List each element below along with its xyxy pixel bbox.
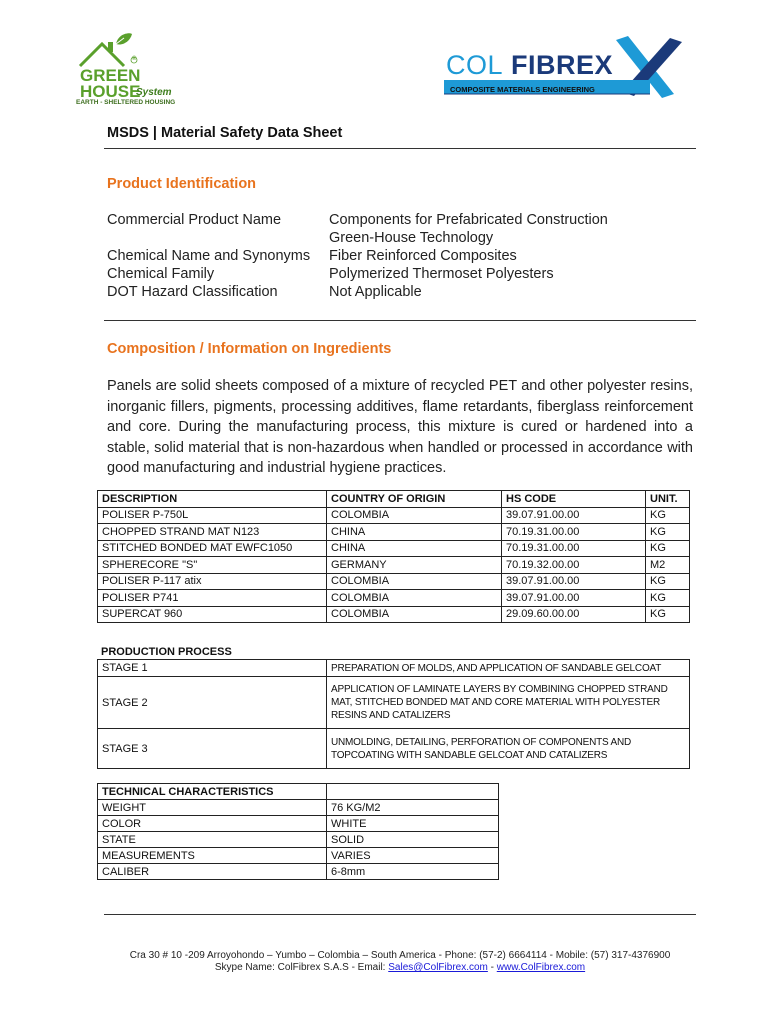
cell: POLISER P-117 atix <box>98 573 327 590</box>
prop-value: Fiber Reinforced Composites <box>329 248 517 264</box>
table-row <box>98 677 690 729</box>
composition-paragraph: Panels are solid sheets composed of a mixture of recycled PET and other polyester resins, inorganic fillers, pigments, processing additives, flame retardants, fiberglass reinforcement and core. During the manufacturing process, this mixture is cured or hardened into a stable, solid material that is non-hazardous when handled or processed in accordance with good manufacturing and industrial hygiene practices. <box>107 378 693 476</box>
stage-cell: STAGE 2 <box>98 677 327 729</box>
cell: 70.19.31.00.00 <box>502 524 646 541</box>
cell: POLISER P-750L <box>98 507 327 524</box>
table-row <box>98 524 690 541</box>
cell: VARIES <box>327 848 499 864</box>
table-row <box>98 557 690 574</box>
header-cell: UNIT. <box>646 491 690 508</box>
cell: KG <box>646 573 690 590</box>
cell: 6-8mm <box>327 864 499 880</box>
table-row <box>98 606 690 623</box>
divider <box>104 320 696 321</box>
cell: CHINA <box>327 524 502 541</box>
colfibrex-col: COL <box>446 50 504 80</box>
header-cell <box>327 784 499 800</box>
cell: KG <box>646 590 690 607</box>
greenhouse-tagline: EARTH - SHELTERED HOUSING <box>76 99 176 106</box>
table-header-row <box>98 491 690 508</box>
stage-description: PREPARATION OF MOLDS, AND APPLICATION OF SANDABLE GELCOAT <box>327 660 690 677</box>
stage-description: UNMOLDING, DETAILING, PERFORATION OF COMPONENTS AND TOPCOATING WITH SANDABLE GELCOAT AND CATALIZERS <box>327 729 690 769</box>
cell: WEIGHT <box>98 800 327 816</box>
cell: COLOMBIA <box>327 573 502 590</box>
cell: CHINA <box>327 540 502 557</box>
greenhouse-word2: HOUSE <box>80 82 141 101</box>
table-row <box>98 540 690 557</box>
stage-cell: STAGE 3 <box>98 729 327 769</box>
production-process-title: PRODUCTION PROCESS <box>101 646 232 658</box>
table-row <box>98 507 690 524</box>
table-row <box>98 729 690 769</box>
cell: STATE <box>98 832 327 848</box>
table-row <box>98 832 499 848</box>
prop-label: Chemical Name and Synonyms <box>107 248 311 264</box>
cell: STITCHED BONDED MAT EWFC1050 <box>98 540 327 557</box>
header-cell: DESCRIPTION <box>98 491 327 508</box>
prop-label: Commercial Product Name <box>107 212 282 228</box>
page-title: MSDS | Material Safety Data Sheet <box>107 125 343 141</box>
prop-value: Components for Prefabricated Construction <box>329 212 608 228</box>
stage-description: APPLICATION OF LAMINATE LAYERS BY COMBINING CHOPPED STRAND MAT, STITCHED BONDED MAT AND CORE MATERIAL WITH POLYESTER RESINS AND CATALIZERS <box>327 677 690 729</box>
colfibrex-logo <box>444 36 684 118</box>
cell: COLOR <box>98 816 327 832</box>
cell: POLISER P741 <box>98 590 327 607</box>
cell: 29.09.60.00.00 <box>502 606 646 623</box>
prop-value: Polymerized Thermoset Polyesters <box>329 266 554 282</box>
cell: KG <box>646 540 690 557</box>
website-link[interactable]: www.ColFibrex.com <box>496 962 586 973</box>
stage-cell: STAGE 1 <box>98 660 327 677</box>
footer-skype: Skype Name: ColFibrex S.A.S - Email: <box>214 962 389 973</box>
footer <box>104 950 696 974</box>
divider <box>104 914 696 915</box>
header-cell: COUNTRY OF ORIGIN <box>327 491 502 508</box>
header-cell: TECHNICAL CHARACTERISTICS <box>98 784 327 800</box>
table-row <box>98 800 499 816</box>
prop-value: Not Applicable <box>329 284 422 300</box>
cell: SOLID <box>327 832 499 848</box>
greenhouse-word1: GREEN <box>80 66 141 85</box>
product-identification-title: Product Identification <box>107 176 257 192</box>
prop-value: Green-House Technology <box>329 230 494 246</box>
cell: M2 <box>646 557 690 574</box>
cell: GERMANY <box>327 557 502 574</box>
cell: MEASUREMENTS <box>98 848 327 864</box>
footer-address: Cra 30 # 10 -209 Arroyohondo – Yumbo – Colombia – South America - Phone: (57-2) 6664114 - Mobile: (57) 317-4376900 <box>129 950 671 961</box>
colfibrex-fibrex: FIBREX <box>511 50 614 80</box>
cell: SPHERECORE "S" <box>98 557 327 574</box>
composition-title: Composition / Information on Ingredients <box>107 341 392 357</box>
cell: CHOPPED STRAND MAT N123 <box>98 524 327 541</box>
table-row <box>98 573 690 590</box>
header-cell: HS CODE <box>502 491 646 508</box>
production-process-table <box>97 659 690 769</box>
cell: 39.07.91.00.00 <box>502 573 646 590</box>
cell: KG <box>646 507 690 524</box>
table-row <box>98 848 499 864</box>
prop-label: Chemical Family <box>107 266 215 282</box>
registered-mark: ® <box>132 56 137 62</box>
cell: COLOMBIA <box>327 507 502 524</box>
cell: 70.19.32.00.00 <box>502 557 646 574</box>
greenhouse-system: System <box>136 87 172 98</box>
cell: 76 KG/M2 <box>327 800 499 816</box>
divider <box>104 148 696 149</box>
table-row <box>98 590 690 607</box>
footer-contact <box>104 962 696 974</box>
cell: KG <box>646 606 690 623</box>
table-row <box>98 816 499 832</box>
cell: WHITE <box>327 816 499 832</box>
cell: 39.07.91.00.00 <box>502 507 646 524</box>
footer-separator: - <box>487 962 497 973</box>
cell: COLOMBIA <box>327 606 502 623</box>
cell: 39.07.91.00.00 <box>502 590 646 607</box>
colfibrex-subtitle: COMPOSITE MATERIALS ENGINEERING <box>450 85 595 94</box>
email-link[interactable]: Sales@ColFibrex.com <box>388 962 488 973</box>
technical-table <box>97 783 499 880</box>
table-header-row <box>98 784 499 800</box>
cell: CALIBER <box>98 864 327 880</box>
cell: COLOMBIA <box>327 590 502 607</box>
prop-label: DOT Hazard Classification <box>107 284 278 300</box>
cell: SUPERCAT 960 <box>98 606 327 623</box>
cell: 70.19.31.00.00 <box>502 540 646 557</box>
cell: KG <box>646 524 690 541</box>
ingredients-table <box>97 490 690 623</box>
table-row <box>98 864 499 880</box>
greenhouse-logo <box>72 30 182 112</box>
table-row <box>98 660 690 677</box>
